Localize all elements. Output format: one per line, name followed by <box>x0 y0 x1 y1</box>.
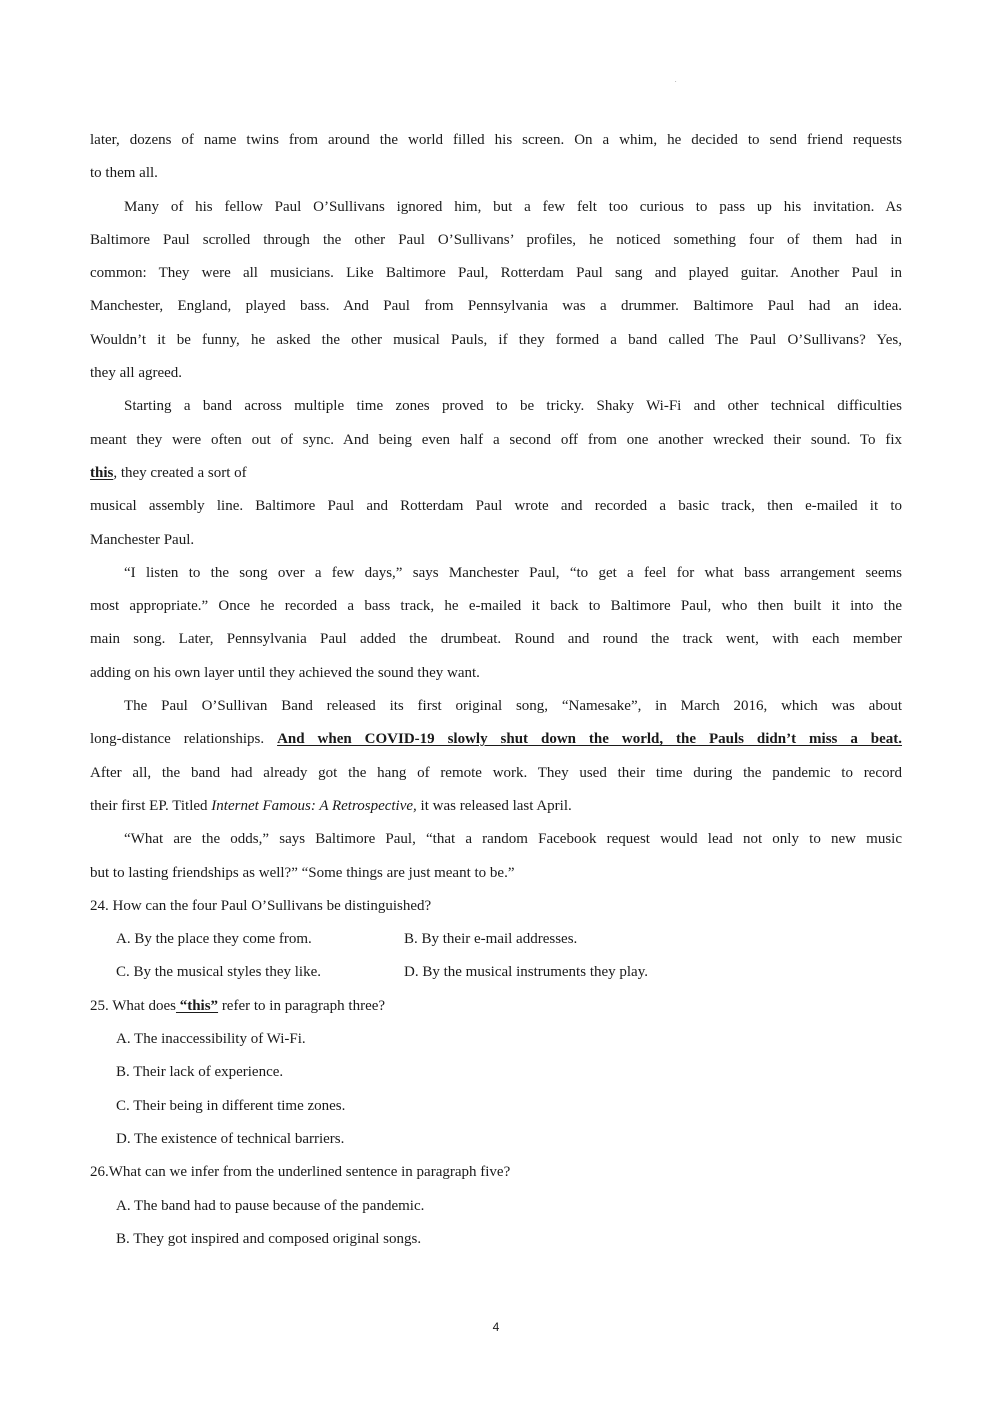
paragraph-4-line-2: most appropriate.” Once he recorded a bass track, he e-mailed it back to Baltimore Paul, who then built it into the <box>90 598 902 615</box>
paragraph-1-line-2: to them all. <box>90 165 158 182</box>
paragraph-3-line-4: musical assembly line. Baltimore Paul and Rotterdam Paul wrote and recorded a basic track, then e-mailed it to <box>90 498 902 515</box>
underlined-this: this <box>90 464 114 481</box>
paragraph-3-line-5: Manchester Paul. <box>90 531 195 548</box>
question-25-option-b: B. Their lack of experience. <box>116 1064 284 1081</box>
question-25-option-c: C. Their being in different time zones. <box>116 1097 346 1114</box>
page-number: 4 <box>492 1320 500 1334</box>
paragraph-2-line-3: common: They were all musicians. Like Baltimore Paul, Rotterdam Paul sang and played guitar. Another Paul in <box>90 265 902 282</box>
question-26-stem: 26.What can we infer from the underlined sentence in paragraph five? <box>90 1164 511 1181</box>
paragraph-2-line-5: Wouldn’t it be funny, he asked the other musical Pauls, if they formed a band called The Paul O’Sullivans? Yes, <box>90 331 902 348</box>
question-25-option-d: D. The existence of technical barriers. <box>116 1130 345 1147</box>
question-26 <box>90 1156 902 1256</box>
paragraph-1-line-1: later, dozens of name twins from around the world filled his screen. On a whim, he decided to send friend requests <box>90 132 902 148</box>
question-25 <box>90 990 902 1156</box>
question-25-stem-pre: 25. What does <box>90 997 176 1014</box>
question-25-option-a: A. The inaccessibility of Wi-Fi. <box>116 1031 306 1048</box>
question-24-options-row-1 <box>90 923 902 956</box>
paragraph-6-line-1: “What are the odds,” says Baltimore Paul, “that a random Facebook request would lead not only to new music <box>124 831 902 848</box>
paragraph-2-line-4: Manchester, England, played bass. And Paul from Pennsylvania was a drummer. Baltimore Paul had an idea. <box>90 298 902 315</box>
paragraph-5-line-4 <box>90 790 902 823</box>
paragraph-3-line-3 <box>90 457 902 490</box>
question-24-option-b: B. By their e-mail addresses. <box>404 931 578 948</box>
question-25-stem <box>90 990 902 1023</box>
question-26-option-a: A. The band had to pause because of the pandemic. <box>116 1197 425 1214</box>
paragraph-2-line-1: Many of his fellow Paul O’Sullivans ignored him, but a few felt too curious to pass up his invitation. As <box>124 198 902 215</box>
paragraph-6-line-2: but to lasting friendships as well?” “Some things are just meant to be.” <box>90 864 515 881</box>
question-25-stem-post: refer to in paragraph three? <box>218 997 386 1014</box>
paragraph-3-line-1: Starting a band across multiple time zones proved to be tricky. Shaky Wi-Fi and other technical difficulties <box>124 398 902 415</box>
paragraph-4-line-1: “I listen to the song over a few days,” says Manchester Paul, “to get a feel for what bass arrangement seems <box>124 564 902 581</box>
underlined-sentence: And when COVID-19 slowly shut down the world, the Pauls didn’t miss a beat. <box>277 731 902 748</box>
paragraph-5-line-4-post: it was released last April. <box>416 797 572 814</box>
paragraph-3-line-3-text: , they created a sort of <box>113 464 247 481</box>
paragraph-5-line-1: The Paul O’Sullivan Band released its first original song, “Namesake”, in March 2016, which was about <box>124 698 902 715</box>
paragraph-4-line-4: adding on his own layer until they achieved the sound they want. <box>90 664 480 681</box>
paragraph-5-line-4-pre: their first EP. Titled <box>90 797 212 814</box>
paragraph-5-line-2 <box>90 723 902 756</box>
paragraph-3-line-2: meant they were often out of sync. And being even half a second off from one another wrecked their sound. To fix <box>90 431 902 448</box>
question-24-options-row-2 <box>90 956 902 989</box>
paragraph-4-line-3: main song. Later, Pennsylvania Paul added the drumbeat. Round and round the track went, with each member <box>90 631 902 648</box>
question-24 <box>90 890 902 990</box>
paragraph-5-line-3: After all, the band had already got the hang of remote work. They used their time during the pandemic to record <box>90 764 902 781</box>
question-24-stem: 24. How can the four Paul O’Sullivans be distinguished? <box>90 897 432 914</box>
question-24-option-d: D. By the musical instruments they play. <box>404 964 648 981</box>
question-24-option-c: C. By the musical styles they like. <box>116 964 321 981</box>
paragraph-2-line-2: Baltimore Paul scrolled through the other Paul O’Sullivans’ profiles, he noticed something four of them had in <box>90 231 902 248</box>
paragraph-2-line-6: they all agreed. <box>90 365 183 382</box>
ep-title: Internet Famous: A Retrospective, <box>211 797 417 814</box>
reading-passage <box>90 124 902 1256</box>
paragraph-5-line-2-text: long-distance relationships. <box>90 731 278 748</box>
stray-dot: . <box>675 78 677 84</box>
question-24-option-a: A. By the place they come from. <box>116 931 312 948</box>
question-26-option-b: B. They got inspired and composed original songs. <box>116 1230 422 1247</box>
question-25-underlined-this: “this” <box>175 997 219 1014</box>
